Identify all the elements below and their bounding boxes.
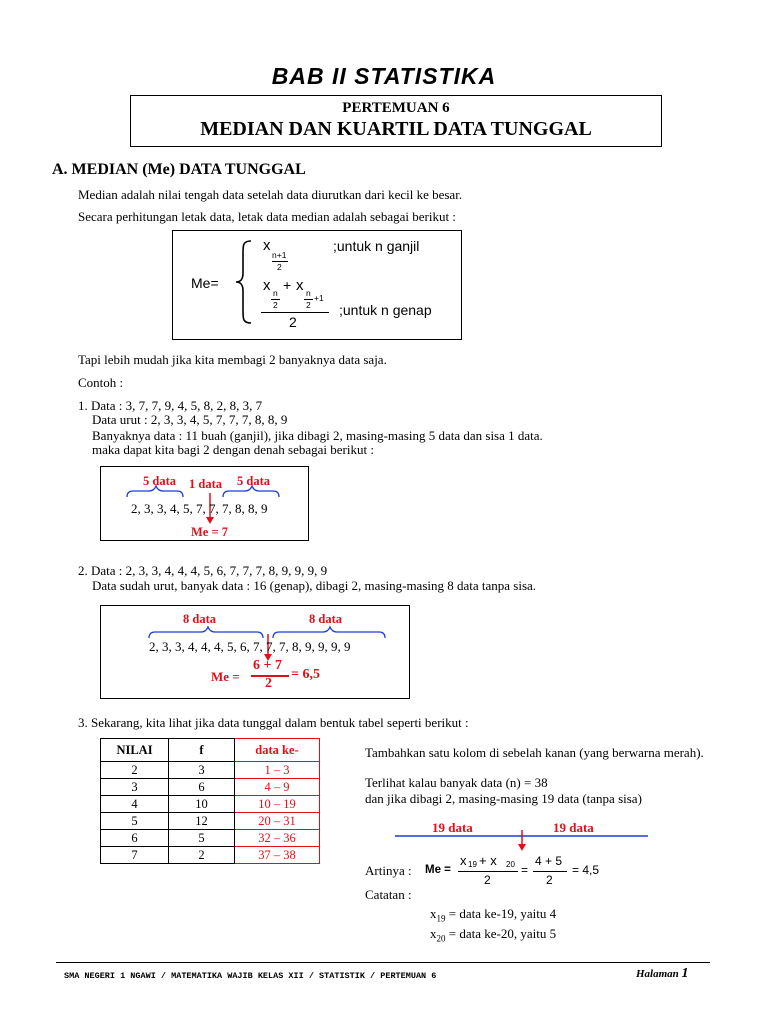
note-x20 — [430, 926, 556, 944]
label-left: 5 data — [143, 474, 176, 488]
formula-plus: + x — [479, 853, 497, 868]
formula-subscript: n — [273, 288, 278, 298]
formula-me: Me= — [191, 275, 219, 291]
example-2-median-label: Me = — [211, 669, 240, 684]
formula-subscript: 19 — [436, 913, 446, 924]
page-title: MEDIAN DAN KUARTIL DATA TUNGGAL — [200, 118, 592, 140]
page-label: Halaman — [636, 968, 679, 980]
table-cell: 3 — [169, 762, 235, 779]
formula-plus: + — [283, 277, 292, 293]
example-2-series: 2, 3, 3, 4, 4, 4, 5, 6, 7, 7, 7, 8, 9, 9, 9, 9 — [149, 639, 351, 654]
meeting-label: PERTEMUAN 6 — [342, 100, 450, 116]
frequency-table — [100, 738, 320, 864]
formula-subscript: 2 — [306, 300, 311, 310]
table-cell: 6 — [169, 779, 235, 796]
table-cell: 4 – 9 — [235, 779, 320, 796]
table-cell: 6 — [101, 830, 169, 847]
paragraph: Median adalah nilai tengah data setelah data diurutkan dari kecil ke besar. — [78, 187, 463, 202]
table-cell: 7 — [101, 847, 169, 864]
table-cell: 2 — [101, 762, 169, 779]
note-text: = data ke-19, yaitu 4 — [445, 906, 557, 921]
example-1-note: maka dapat kita bagi 2 dengan denah sebagai berikut : — [92, 442, 374, 457]
formula-even-case: ;untuk n genap — [339, 302, 432, 318]
formula-denominator: 2 — [546, 873, 553, 887]
explanation-text: Terlihat kalau banyak data (n) = 38 — [365, 775, 548, 790]
formula-odd-case: ;untuk n ganjil — [333, 238, 420, 254]
table-cell: 2 — [169, 847, 235, 864]
table-header: data ke- — [235, 739, 320, 762]
formula-subscript: 2 — [277, 262, 282, 272]
page-value: 1 — [681, 966, 689, 981]
formula-numerator: 4 + 5 — [535, 854, 563, 868]
table-cell: 5 — [169, 830, 235, 847]
page-number — [636, 966, 689, 982]
formula-x: x — [296, 277, 304, 294]
artinya-label: Artinya : — [365, 863, 412, 878]
formula-result: = 4,5 — [572, 863, 600, 877]
example-2-result: = 6,5 — [291, 667, 320, 682]
table-cell: 12 — [169, 813, 235, 830]
example-1-median: Me = 7 — [191, 525, 228, 539]
footer-text: SMA NEGERI 1 NGAWI / MATEMATIKA WAJIB KELAS XII / STATISTIK / PERTEMUAN 6 — [64, 971, 437, 981]
table-row — [101, 813, 320, 830]
label-left: 19 data — [432, 820, 473, 835]
label-left: 8 data — [183, 612, 216, 626]
table-header: NILAI — [101, 739, 169, 762]
section-heading: A. MEDIAN (Me) DATA TUNGGAL — [52, 161, 306, 178]
paragraph: Secara perhitungan letak data, letak data median adalah sebagai berikut : — [78, 209, 456, 224]
table-cell: 3 — [101, 779, 169, 796]
label-right: 5 data — [237, 474, 270, 488]
formula-subscript: 20 — [506, 860, 515, 869]
example-1-sorted: Data urut : 2, 3, 3, 4, 5, 7, 7, 7, 8, 8, 9 — [92, 412, 288, 427]
table-cell: 37 – 38 — [235, 847, 320, 864]
formula-subscript: 19 — [468, 860, 477, 869]
table-row — [101, 796, 320, 813]
table-cell: 1 – 3 — [235, 762, 320, 779]
table-cell: 5 — [101, 813, 169, 830]
formula-denominator: 2 — [289, 314, 297, 330]
paragraph: Tapi lebih mudah jika kita membagi 2 banyaknya data saja. — [78, 352, 387, 367]
catatan-label: Catatan : — [365, 887, 412, 902]
formula-x: x — [430, 926, 437, 941]
formula-equals: = — [521, 863, 529, 877]
title-box — [130, 95, 662, 147]
label-right: 19 data — [553, 820, 594, 835]
example-heading: Contoh : — [78, 375, 124, 390]
example-3-intro: 3. Sekarang, kita lihat jika data tunggal dalam bentuk tabel seperti berikut : — [78, 715, 469, 730]
table-cell: 10 — [169, 796, 235, 813]
table-cell: 4 — [101, 796, 169, 813]
formula-subscript: n+1 — [272, 250, 287, 260]
explanation-text: dan jika dibagi 2, masing-masing 19 data (tanpa sisa) — [365, 791, 642, 806]
example-2-diagram — [100, 605, 410, 699]
table-row — [101, 830, 320, 847]
table-row — [101, 762, 320, 779]
example-2-denominator: 2 — [265, 676, 272, 691]
example-2-data: 2. Data : 2, 3, 3, 4, 4, 4, 5, 6, 7, 7, 7, 8, 9, 9, 9, 9 — [78, 563, 328, 578]
formula-subscript: 2 — [273, 300, 278, 310]
example-2-numerator: 6 + 7 — [253, 658, 282, 673]
note-x19 — [430, 906, 556, 924]
brace-icon — [233, 239, 255, 325]
formula-subscript: n — [306, 288, 311, 298]
example-1-series: 2, 3, 3, 4, 5, 7, 7, 7, 8, 8, 9 — [131, 501, 268, 516]
example-1-diagram — [100, 466, 309, 541]
formula-x: x — [430, 906, 437, 921]
table-cell: 32 – 36 — [235, 830, 320, 847]
example-1-data: 1. Data : 3, 7, 7, 9, 4, 5, 8, 2, 8, 3, 7 — [78, 398, 263, 413]
table-row — [101, 779, 320, 796]
formula-subscript: +1 — [314, 293, 324, 303]
formula-x: x — [263, 277, 271, 294]
label-middle: 1 data — [189, 477, 222, 491]
explanation-text: Tambahkan satu kolom di sebelah kanan (yang berwarna merah). — [365, 745, 704, 760]
example-2-note: Data sudah urut, banyak data : 16 (genap), dibagi 2, masing-masing 8 data tanpa sisa. — [92, 578, 537, 593]
table-cell: 10 – 19 — [235, 796, 320, 813]
formula-x: x — [460, 853, 467, 868]
table-cell: 20 – 31 — [235, 813, 320, 830]
formula-x: x — [263, 237, 271, 254]
note-text: = data ke-20, yaitu 5 — [445, 926, 557, 941]
label-right: 8 data — [309, 612, 342, 626]
table-row — [101, 847, 320, 864]
formula-subscript: 20 — [436, 933, 446, 944]
chapter-title: BAB II STATISTIKA — [271, 63, 497, 89]
example-1-count: Banyaknya data : 11 buah (ganjil), jika dibagi 2, masing-masing 5 data dan sisa 1 data. — [92, 428, 543, 443]
table-header: f — [169, 739, 235, 762]
median-label: Me = — [425, 864, 451, 876]
split-line-arrow-icon — [395, 828, 650, 858]
median-formula-box — [172, 230, 462, 340]
formula-denominator: 2 — [484, 873, 491, 887]
